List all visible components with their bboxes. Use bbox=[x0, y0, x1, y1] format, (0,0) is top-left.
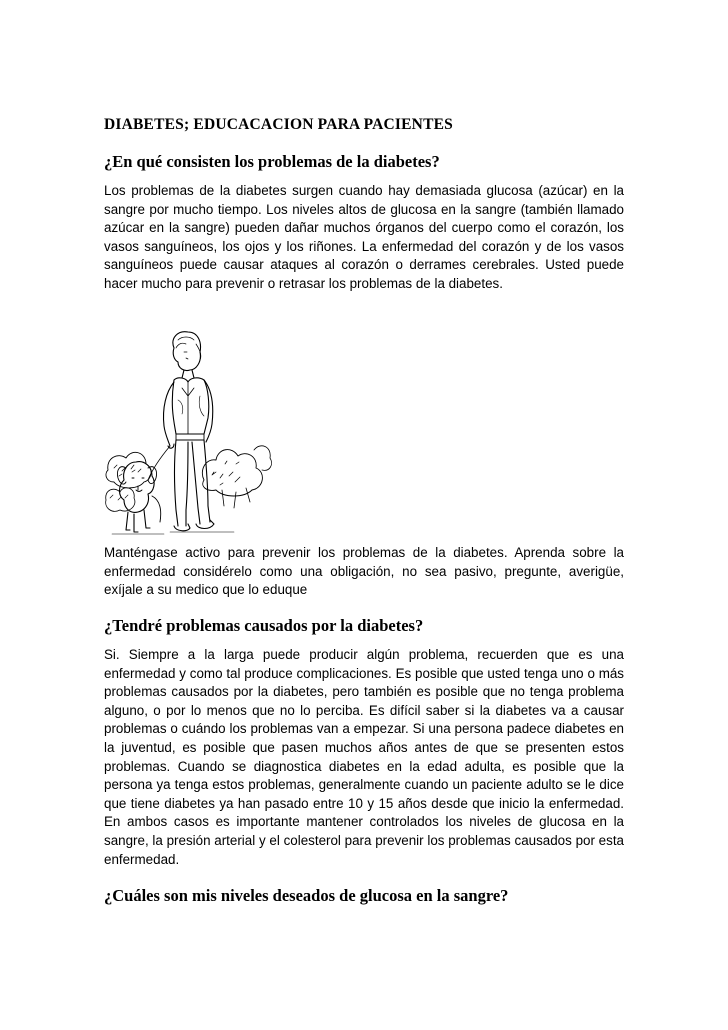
section-heading-problems: ¿En qué consisten los problemas de la diabetes? bbox=[104, 152, 440, 171]
woman-walking-with-dog-illustration bbox=[104, 330, 274, 536]
section-heading-glucose-levels: ¿Cuáles son mis niveles deseados de glucosa en la sangre? bbox=[104, 886, 509, 905]
section-body-problems: Los problemas de la diabetes surgen cuando hay demasiada glucosa (azúcar) en la sangre por mucho tiempo. Los niveles altos de glucosa en la sangre (también llamado azúcar en la sangre) pueden dañar muchos órganos del cuerpo como el corazón, los vasos sanguíneos, los ojos y los riñones. La enfermedad del corazón y de los vasos sanguíneos puede causar ataques al corazón o derrames cerebrales. Usted puede hacer mucho para prevenir o retrasar los problemas de la diabetes. bbox=[104, 183, 624, 291]
section-heading-will-i-have-problems: ¿Tendré problemas causados por la diabetes? bbox=[104, 616, 424, 635]
illustration-caption: Manténgase activo para prevenir los problemas de la diabetes. Aprenda sobre la enfermedad considérelo como una obligación, no sea pasivo, pregunte, averigüe, exíjale a su medico que lo eduque bbox=[104, 545, 624, 598]
section-body-will-i-have-problems: Si. Siempre a la larga puede producir algún problema, recuerden que es una enfermedad y como tal produce complicaciones. Es posible que usted tenga uno o más problemas causados por la diabetes, pero también es posible que no tenga problema alguno, o por lo menos que no lo perciba. Es difícil saber si la diabetes va a causar problemas o cuándo los problemas van a empezar. Si una persona padece diabetes en la juventud, es posible que pasen muchos años antes de que se presenten estos problemas. Cuando se diagnostica diabetes en la edad adulta, es posible que la persona ya tenga estos problemas, generalmente cuando un paciente adulto se le dice que tiene diabetes ya han pasado entre 10 y 15 años desde que inicio la enfermedad. En ambos casos es importante mantener controlados los niveles de glucosa en la sangre, la presión arterial y el colesterol para prevenir los problemas causados por esta enfermedad. bbox=[104, 647, 624, 867]
document-title: DIABETES; EDUCACACION PARA PACIENTES bbox=[104, 116, 453, 133]
